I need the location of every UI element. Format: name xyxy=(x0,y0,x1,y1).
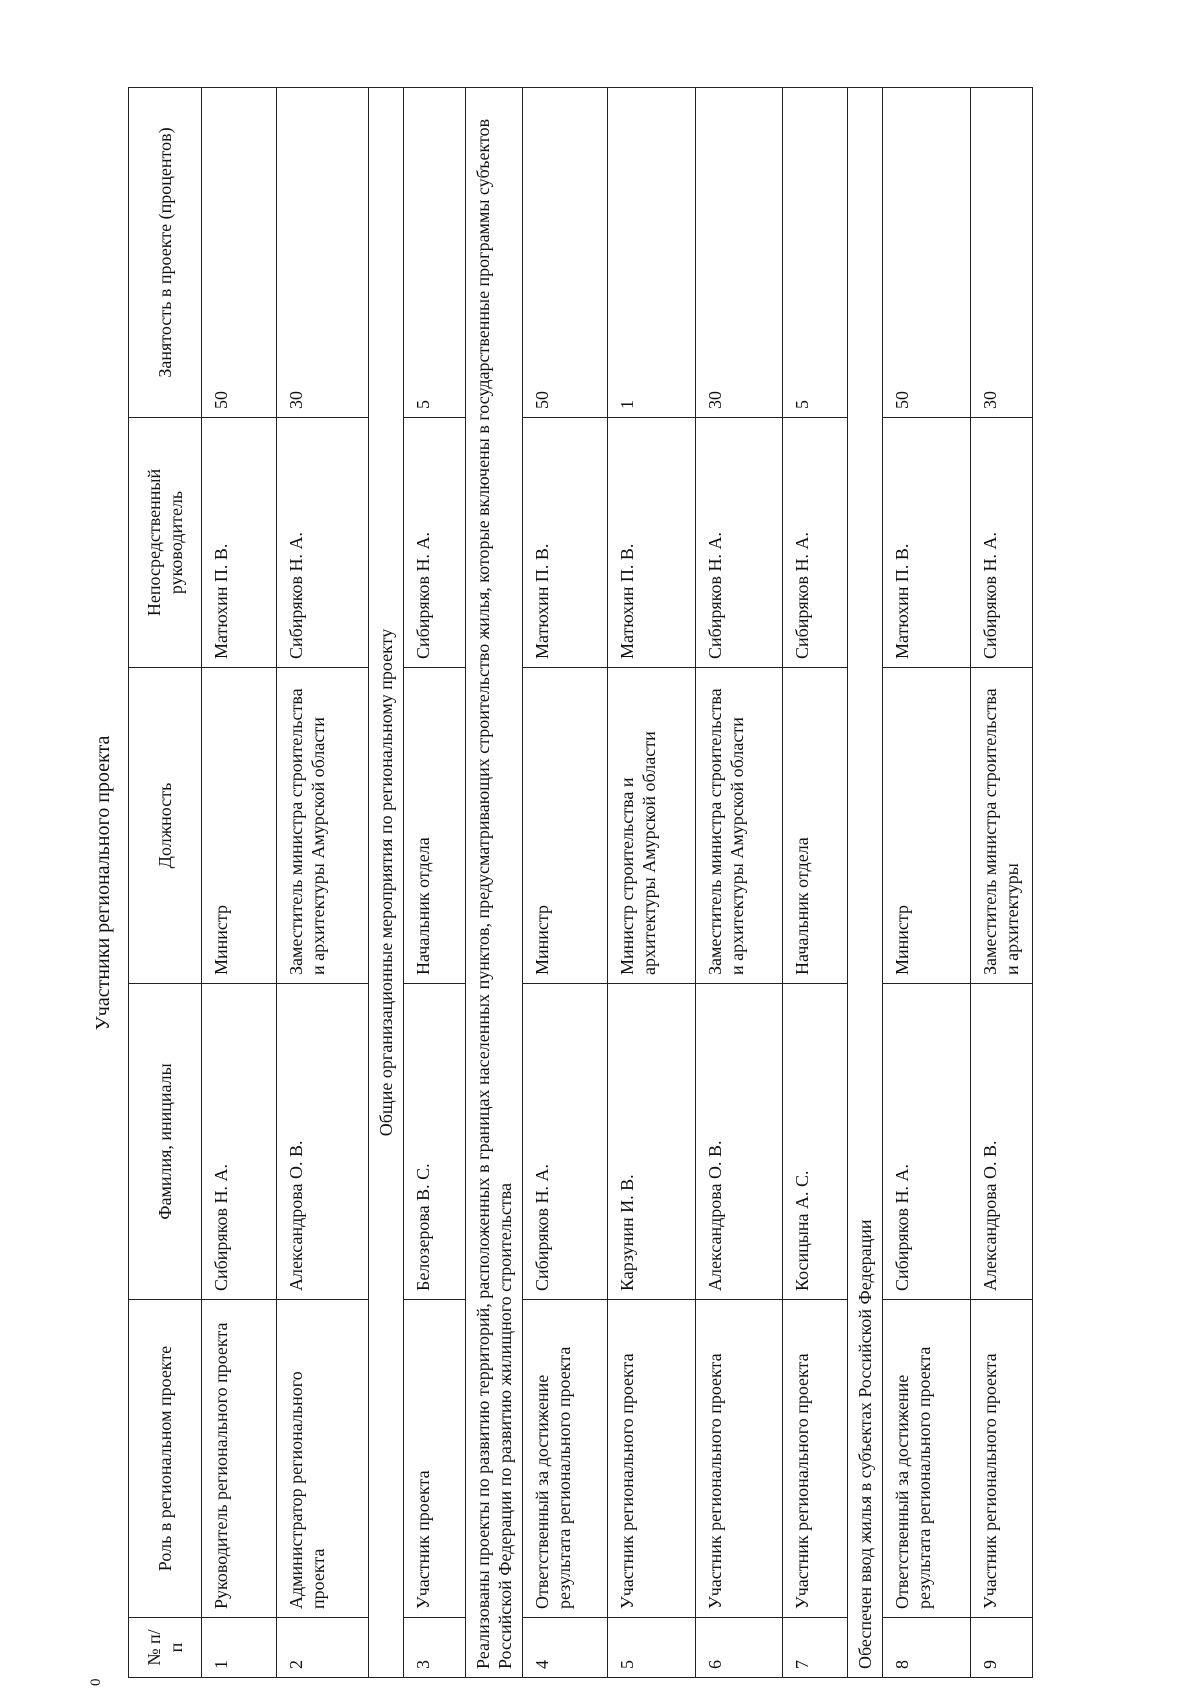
cell-supervisor: Матюхин П. В. xyxy=(523,418,608,668)
section-row xyxy=(466,88,523,1678)
cell-employment: 50 xyxy=(883,88,971,418)
table-row xyxy=(277,88,369,1678)
cell-name: Александрова О. В. xyxy=(971,984,1033,1300)
cell-employment: 30 xyxy=(696,88,783,418)
cell-position: Заместитель министра строительства и архитектуры Амурской области xyxy=(696,668,783,984)
cell-position: Заместитель министра строительства и архитектуры Амурской области xyxy=(277,668,369,984)
cell-role: Участник проекта xyxy=(404,1300,466,1618)
cell-employment: 30 xyxy=(971,88,1033,418)
cell-role: Ответственный за достижение результата регионального проекта xyxy=(523,1300,608,1618)
cell-num: 6 xyxy=(696,1618,783,1678)
rotated-page xyxy=(88,88,1098,1678)
cell-employment: 30 xyxy=(277,88,369,418)
cell-supervisor: Сибиряков Н. А. xyxy=(277,418,369,668)
cell-position: Заместитель министра строительства и архитектуры xyxy=(971,668,1033,984)
cell-supervisor: Матюхин П. В. xyxy=(608,418,696,668)
cell-num: 5 xyxy=(608,1618,696,1678)
cell-role: Участник регионального проекта xyxy=(696,1300,783,1618)
table-row xyxy=(202,88,277,1678)
section-title: Реализованы проекты по развитию территорий, расположенных в границах населенных пунктов, предусматривающих строительство жилья, которые включены в государственные программы субъектов Российской Федерации по развитию жилищного строительства xyxy=(466,88,523,1678)
header-name: Фамилия, инициалы xyxy=(129,984,202,1300)
cell-supervisor: Матюхин П. В. xyxy=(883,418,971,668)
cell-employment: 1 xyxy=(608,88,696,418)
section-row xyxy=(369,88,404,1678)
cell-name: Сибиряков Н. А. xyxy=(883,984,971,1300)
section-title: Общие организационные мероприятия по региональному проекту xyxy=(369,88,404,1678)
cell-employment: 50 xyxy=(202,88,277,418)
document-title: Участники регионального проекта xyxy=(92,735,114,1031)
table-row xyxy=(783,88,848,1678)
cell-position: Министр xyxy=(523,668,608,984)
cell-name: Карзунин И. В. xyxy=(608,984,696,1300)
cell-supervisor: Сибиряков Н. А. xyxy=(696,418,783,668)
table-row xyxy=(404,88,466,1678)
cell-name: Александрова О. В. xyxy=(696,984,783,1300)
cell-role: Участник регионального проекта xyxy=(783,1300,848,1618)
table-row xyxy=(971,88,1033,1678)
header-role: Роль в региональном проекте xyxy=(129,1300,202,1618)
cell-name: Белозерова В. С. xyxy=(404,984,466,1300)
cell-num: 1 xyxy=(202,1618,277,1678)
cell-num: 3 xyxy=(404,1618,466,1678)
cell-position: Министр строительства и архитектуры Амурской области xyxy=(608,668,696,984)
cell-employment: 5 xyxy=(783,88,848,418)
table-row xyxy=(608,88,696,1678)
cell-role: Руководитель регионального проекта xyxy=(202,1300,277,1618)
cell-position: Начальник отдела xyxy=(783,668,848,984)
header-num: № п/п xyxy=(129,1618,202,1678)
cell-role: Участник регионального проекта xyxy=(971,1300,1033,1618)
header-employment: Занятость в проекте (процентов) xyxy=(129,88,202,418)
cell-supervisor: Матюхин П. В. xyxy=(202,418,277,668)
cell-num: 9 xyxy=(971,1618,1033,1678)
section-row xyxy=(848,88,883,1678)
cell-supervisor: Сибиряков Н. А. xyxy=(971,418,1033,668)
cell-supervisor: Сибиряков Н. А. xyxy=(783,418,848,668)
header-position: Должность xyxy=(129,668,202,984)
cell-num: 8 xyxy=(883,1618,971,1678)
page-number: 0 xyxy=(88,1678,104,1686)
table-row xyxy=(883,88,971,1678)
cell-employment: 50 xyxy=(523,88,608,418)
table-header-row xyxy=(129,88,202,1678)
cell-num: 2 xyxy=(277,1618,369,1678)
cell-position: Министр xyxy=(202,668,277,984)
cell-num: 4 xyxy=(523,1618,608,1678)
header-supervisor: Непосредственный руководитель xyxy=(129,418,202,668)
cell-role: Администратор регионального проекта xyxy=(277,1300,369,1618)
cell-position: Начальник отдела xyxy=(404,668,466,984)
cell-employment: 5 xyxy=(404,88,466,418)
cell-role: Ответственный за достижение результата регионального проекта xyxy=(883,1300,971,1618)
section-title: Обеспечен ввод жилья в субъектах Российской Федерации xyxy=(848,88,883,1678)
table-row xyxy=(523,88,608,1678)
cell-name: Сибиряков Н. А. xyxy=(202,984,277,1300)
table-row xyxy=(696,88,783,1678)
cell-name: Косицына А. С. xyxy=(783,984,848,1300)
cell-position: Министр xyxy=(883,668,971,984)
cell-role: Участник регионального проекта xyxy=(608,1300,696,1618)
cell-name: Александрова О. В. xyxy=(277,984,369,1300)
cell-name: Сибиряков Н. А. xyxy=(523,984,608,1300)
participants-table xyxy=(128,87,1033,1678)
cell-supervisor: Сибиряков Н. А. xyxy=(404,418,466,668)
cell-num: 7 xyxy=(783,1618,848,1678)
